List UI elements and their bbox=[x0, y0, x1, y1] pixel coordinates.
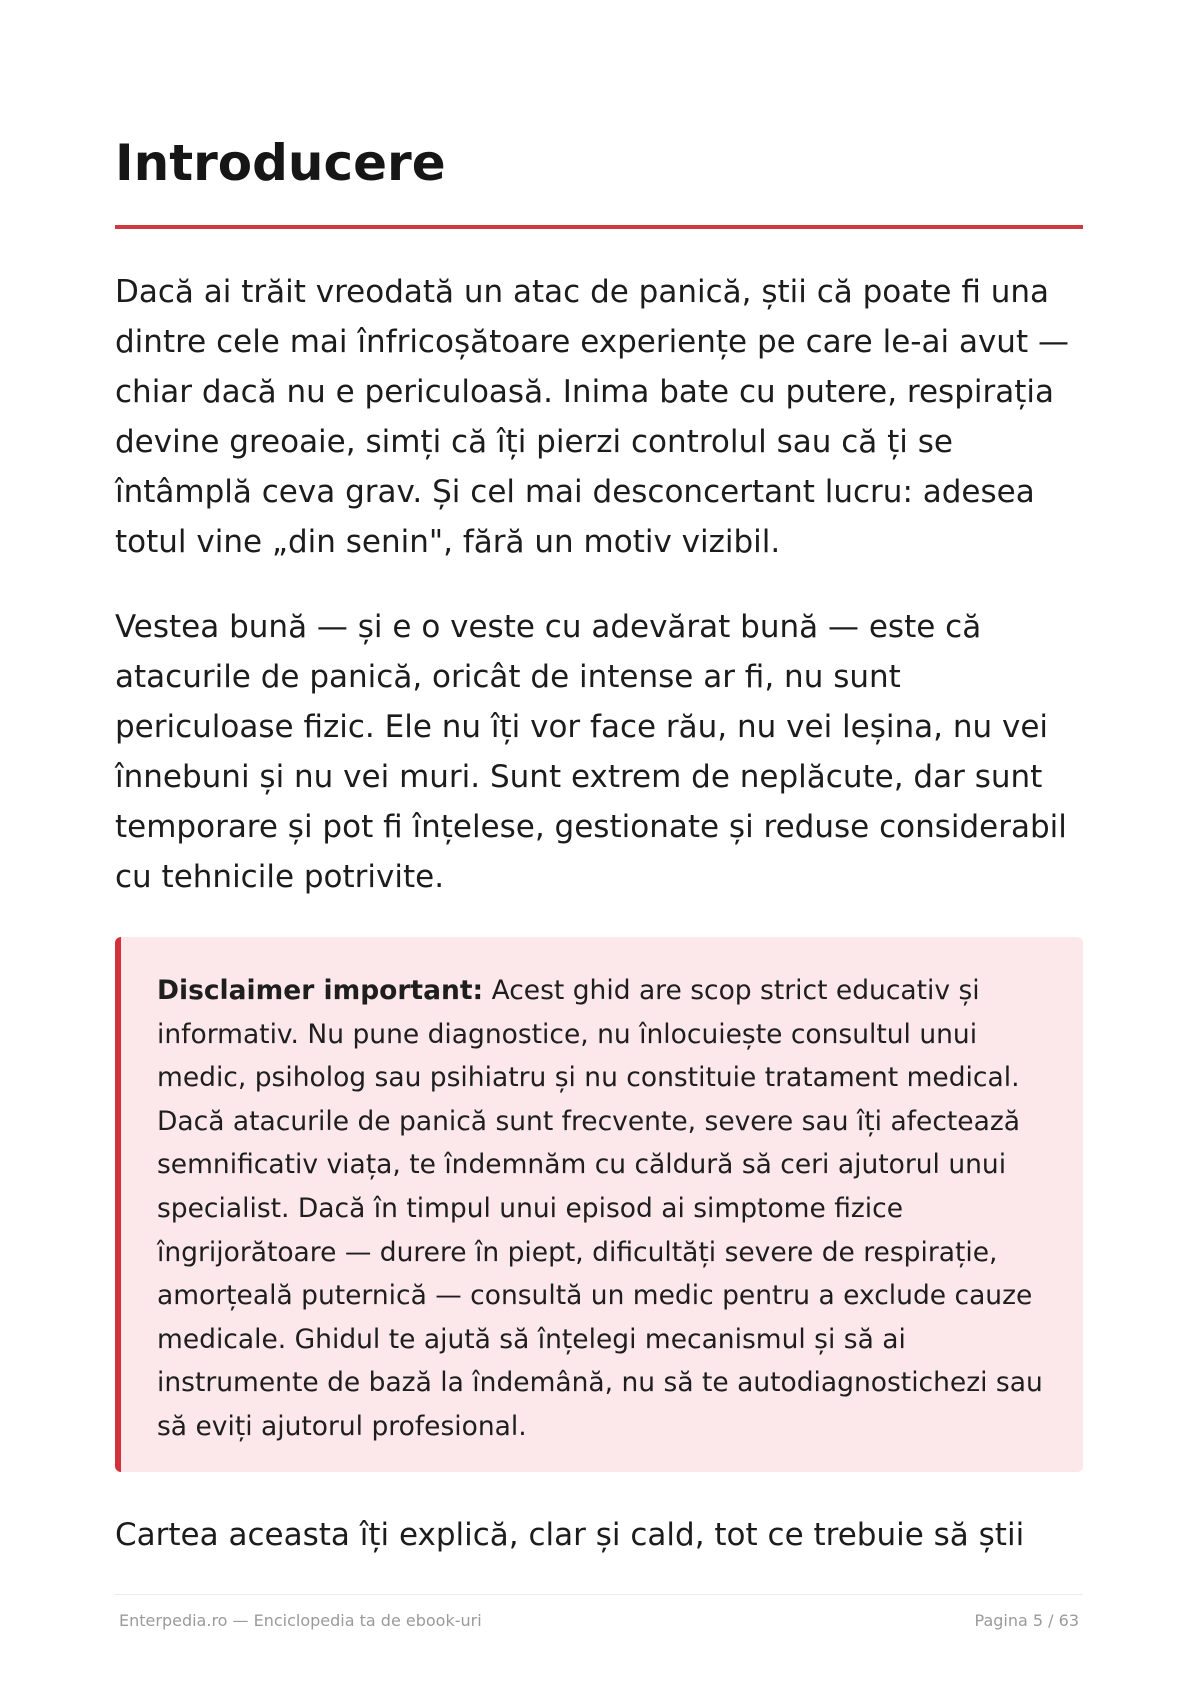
title-divider bbox=[115, 225, 1083, 229]
footer-page-number: Pagina 5 / 63 bbox=[974, 1611, 1079, 1630]
intro-paragraph-2: Vestea bună — și e o veste cu adevărat bună — este că atacurile de panică, oricât de intense ar fi, nu sunt periculoase fizic. Ele nu îți vor face rău, nu vei leșina, nu vei înnebuni și nu vei muri. Sunt extrem de neplăcute, dar sunt temporare și pot fi înțelese, gestionate și reduse considerabil cu tehnicile potrivite. bbox=[115, 609, 1067, 895]
page-title: Introducere bbox=[115, 134, 446, 192]
footer-site-name: Enterpedia.ro — Enciclopedia ta de ebook-uri bbox=[119, 1611, 482, 1630]
disclaimer-content bbox=[157, 969, 1053, 1449]
disclaimer-text: Acest ghid are scop strict educativ și informativ. Nu pune diagnostice, nu înlocuiește consultul unui medic, psiholog sau psihiatru și nu constituie tratament medical. Dacă atacurile de panică sunt frecvente, severe sau îți afectează semnificativ viața, te îndemnăm cu căldură să ceri ajutorul unui specialist. Dacă în timpul unui episod ai simptome fizice îngrijorătoare — durere în piept, dificultăți severe de respirație, amorțeală puternică — consultă un medic pentru a exclude cauze medicale. Ghidul te ajută să înțelegi mecanismul și să ai instrumente de bază la îndemână, nu să te autodiagnostichezi sau să eviți ajutorul profesional. bbox=[157, 975, 1043, 1442]
footer-divider bbox=[115, 1594, 1083, 1595]
document-page bbox=[115, 0, 1083, 1683]
intro-paragraph-1: Dacă ai trăit vreodată un atac de panică, știi că poate fi una dintre cele mai înfricoșătoare experiențe pe care le-ai avut — chiar dacă nu e periculoasă. Inima bate cu putere, respirația devine greoaie, simți că îți pierzi controlul sau că ți se întâmplă ceva grav. Și cel mai desconcertant lucru: adesea totul vine „din senin", fără un motiv vizibil. bbox=[115, 274, 1069, 560]
disclaimer-box bbox=[115, 937, 1083, 1472]
intro-paragraph-3: Cartea aceasta îți explică, clar și cald, tot ce trebuie să știi bbox=[115, 1517, 1025, 1553]
disclaimer-label: Disclaimer important: bbox=[157, 975, 484, 1006]
